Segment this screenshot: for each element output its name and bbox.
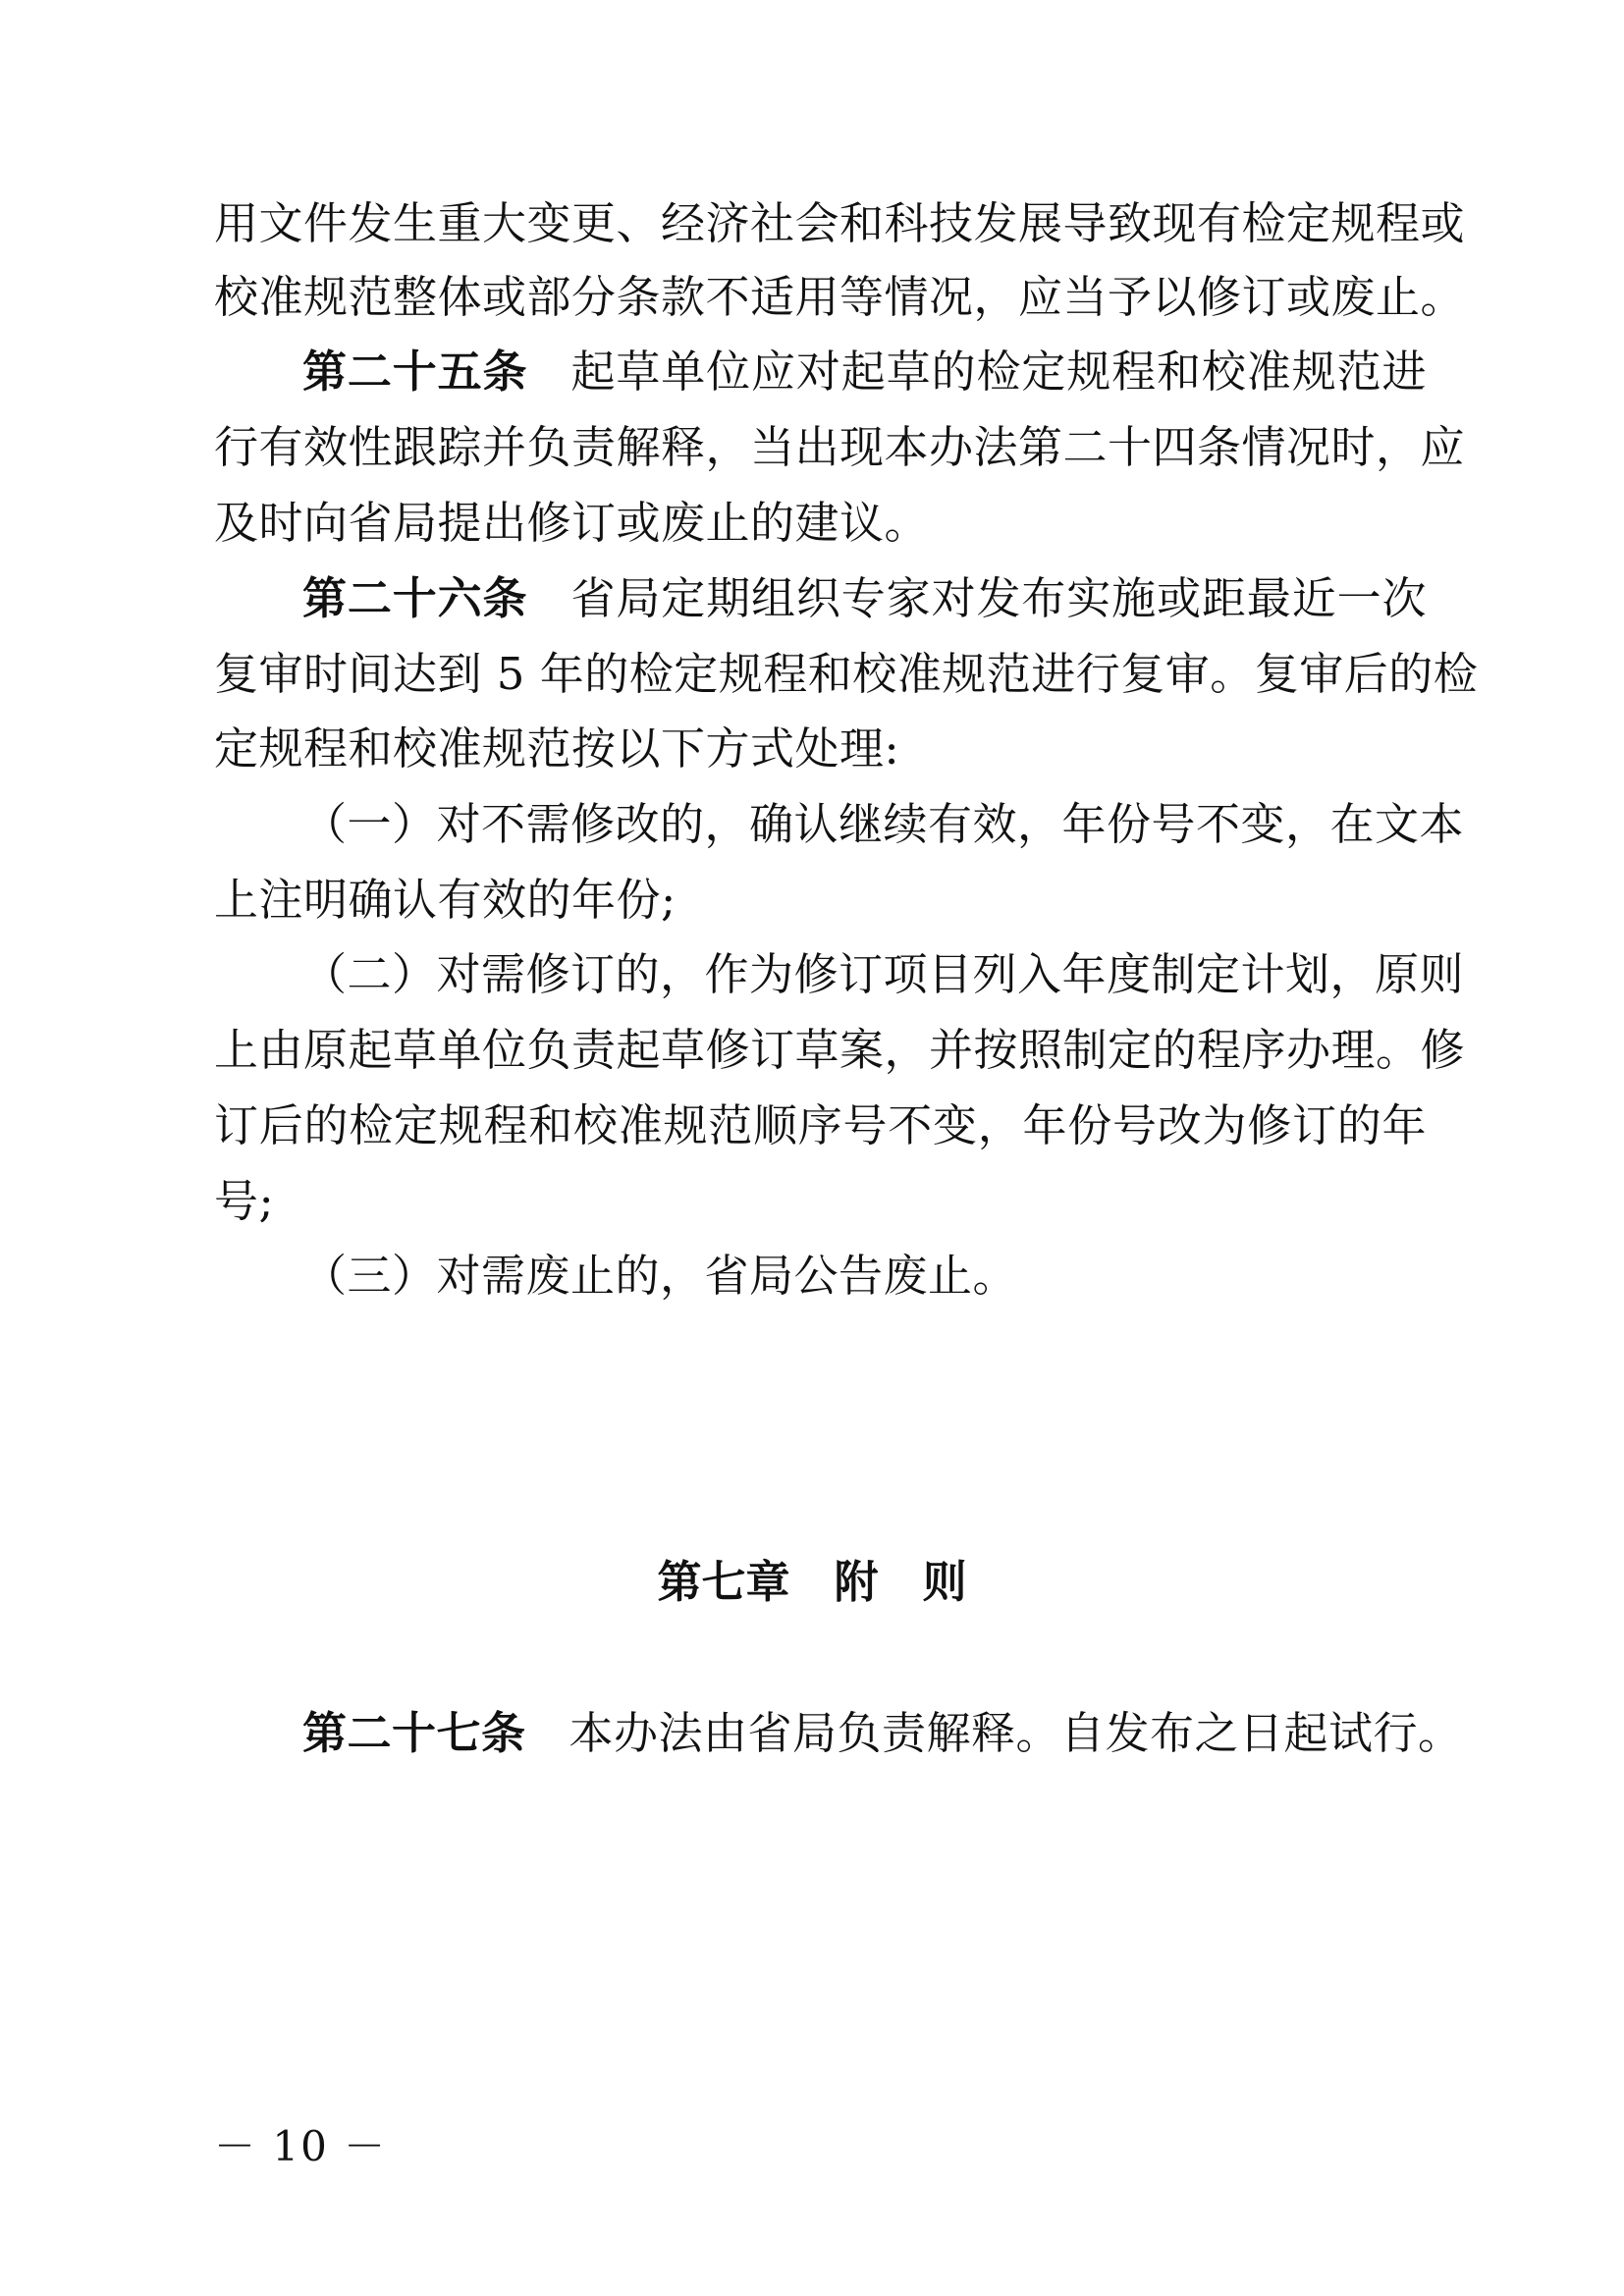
body-line: 复审时间达到 5 年的检定规程和校准规范进行复审。复审后的检 — [214, 648, 1479, 700]
list-item-1-line: （一）对不需修改的，确认继续有效，年份号不变，在文本 — [302, 798, 1465, 850]
article-27-text: 本办法由省局负责解释。自发布之日起试行。 — [568, 1707, 1463, 1759]
body-line: 行有效性跟踪并负责解释，当出现本办法第二十四条情况时，应 — [214, 421, 1466, 473]
article-26-line-1 — [302, 569, 1427, 628]
body-line: 上由原起草单位负责起草修订草案，并按照制定的程序办理。修 — [214, 1024, 1466, 1076]
page-number: － 10 － — [214, 2122, 388, 2170]
body-line: 号; — [214, 1175, 275, 1227]
article-25-line-1 — [302, 343, 1427, 401]
article-26-text: 省局定期组织专家对发布实施或距最近一次 — [570, 572, 1427, 624]
article-25-label: 第二十五条 — [302, 346, 528, 398]
list-item-2-line: （二）对需修订的，作为修订项目列入年度制定计划，原则 — [302, 948, 1465, 1000]
body-line: 订后的检定规程和校准规范顺序号不变，年份号改为修订的年 — [214, 1099, 1427, 1151]
body-line: 校准规范整体或部分条款不适用等情况，应当予以修订或废止。 — [214, 271, 1466, 323]
body-line: 上注明确认有效的年份; — [214, 874, 677, 926]
body-line: 定规程和校准规范按以下方式处理: — [214, 722, 900, 774]
article-27-label: 第二十七条 — [302, 1707, 526, 1759]
article-25-text: 起草单位应对起草的检定规程和校准规范进 — [570, 346, 1427, 398]
list-item-3-line: （三）对需废止的，省局公告废止。 — [302, 1250, 1018, 1302]
body-line: 及时向省局提出修订或废止的建议。 — [214, 497, 930, 549]
article-26-label: 第二十六条 — [302, 572, 528, 624]
article-27-line — [302, 1704, 1463, 1763]
body-line: 用文件发生重大变更、经济社会和科技发展导致现有检定规程或 — [214, 197, 1466, 249]
chapter-heading: 第七章 附 则 — [657, 1556, 967, 1608]
